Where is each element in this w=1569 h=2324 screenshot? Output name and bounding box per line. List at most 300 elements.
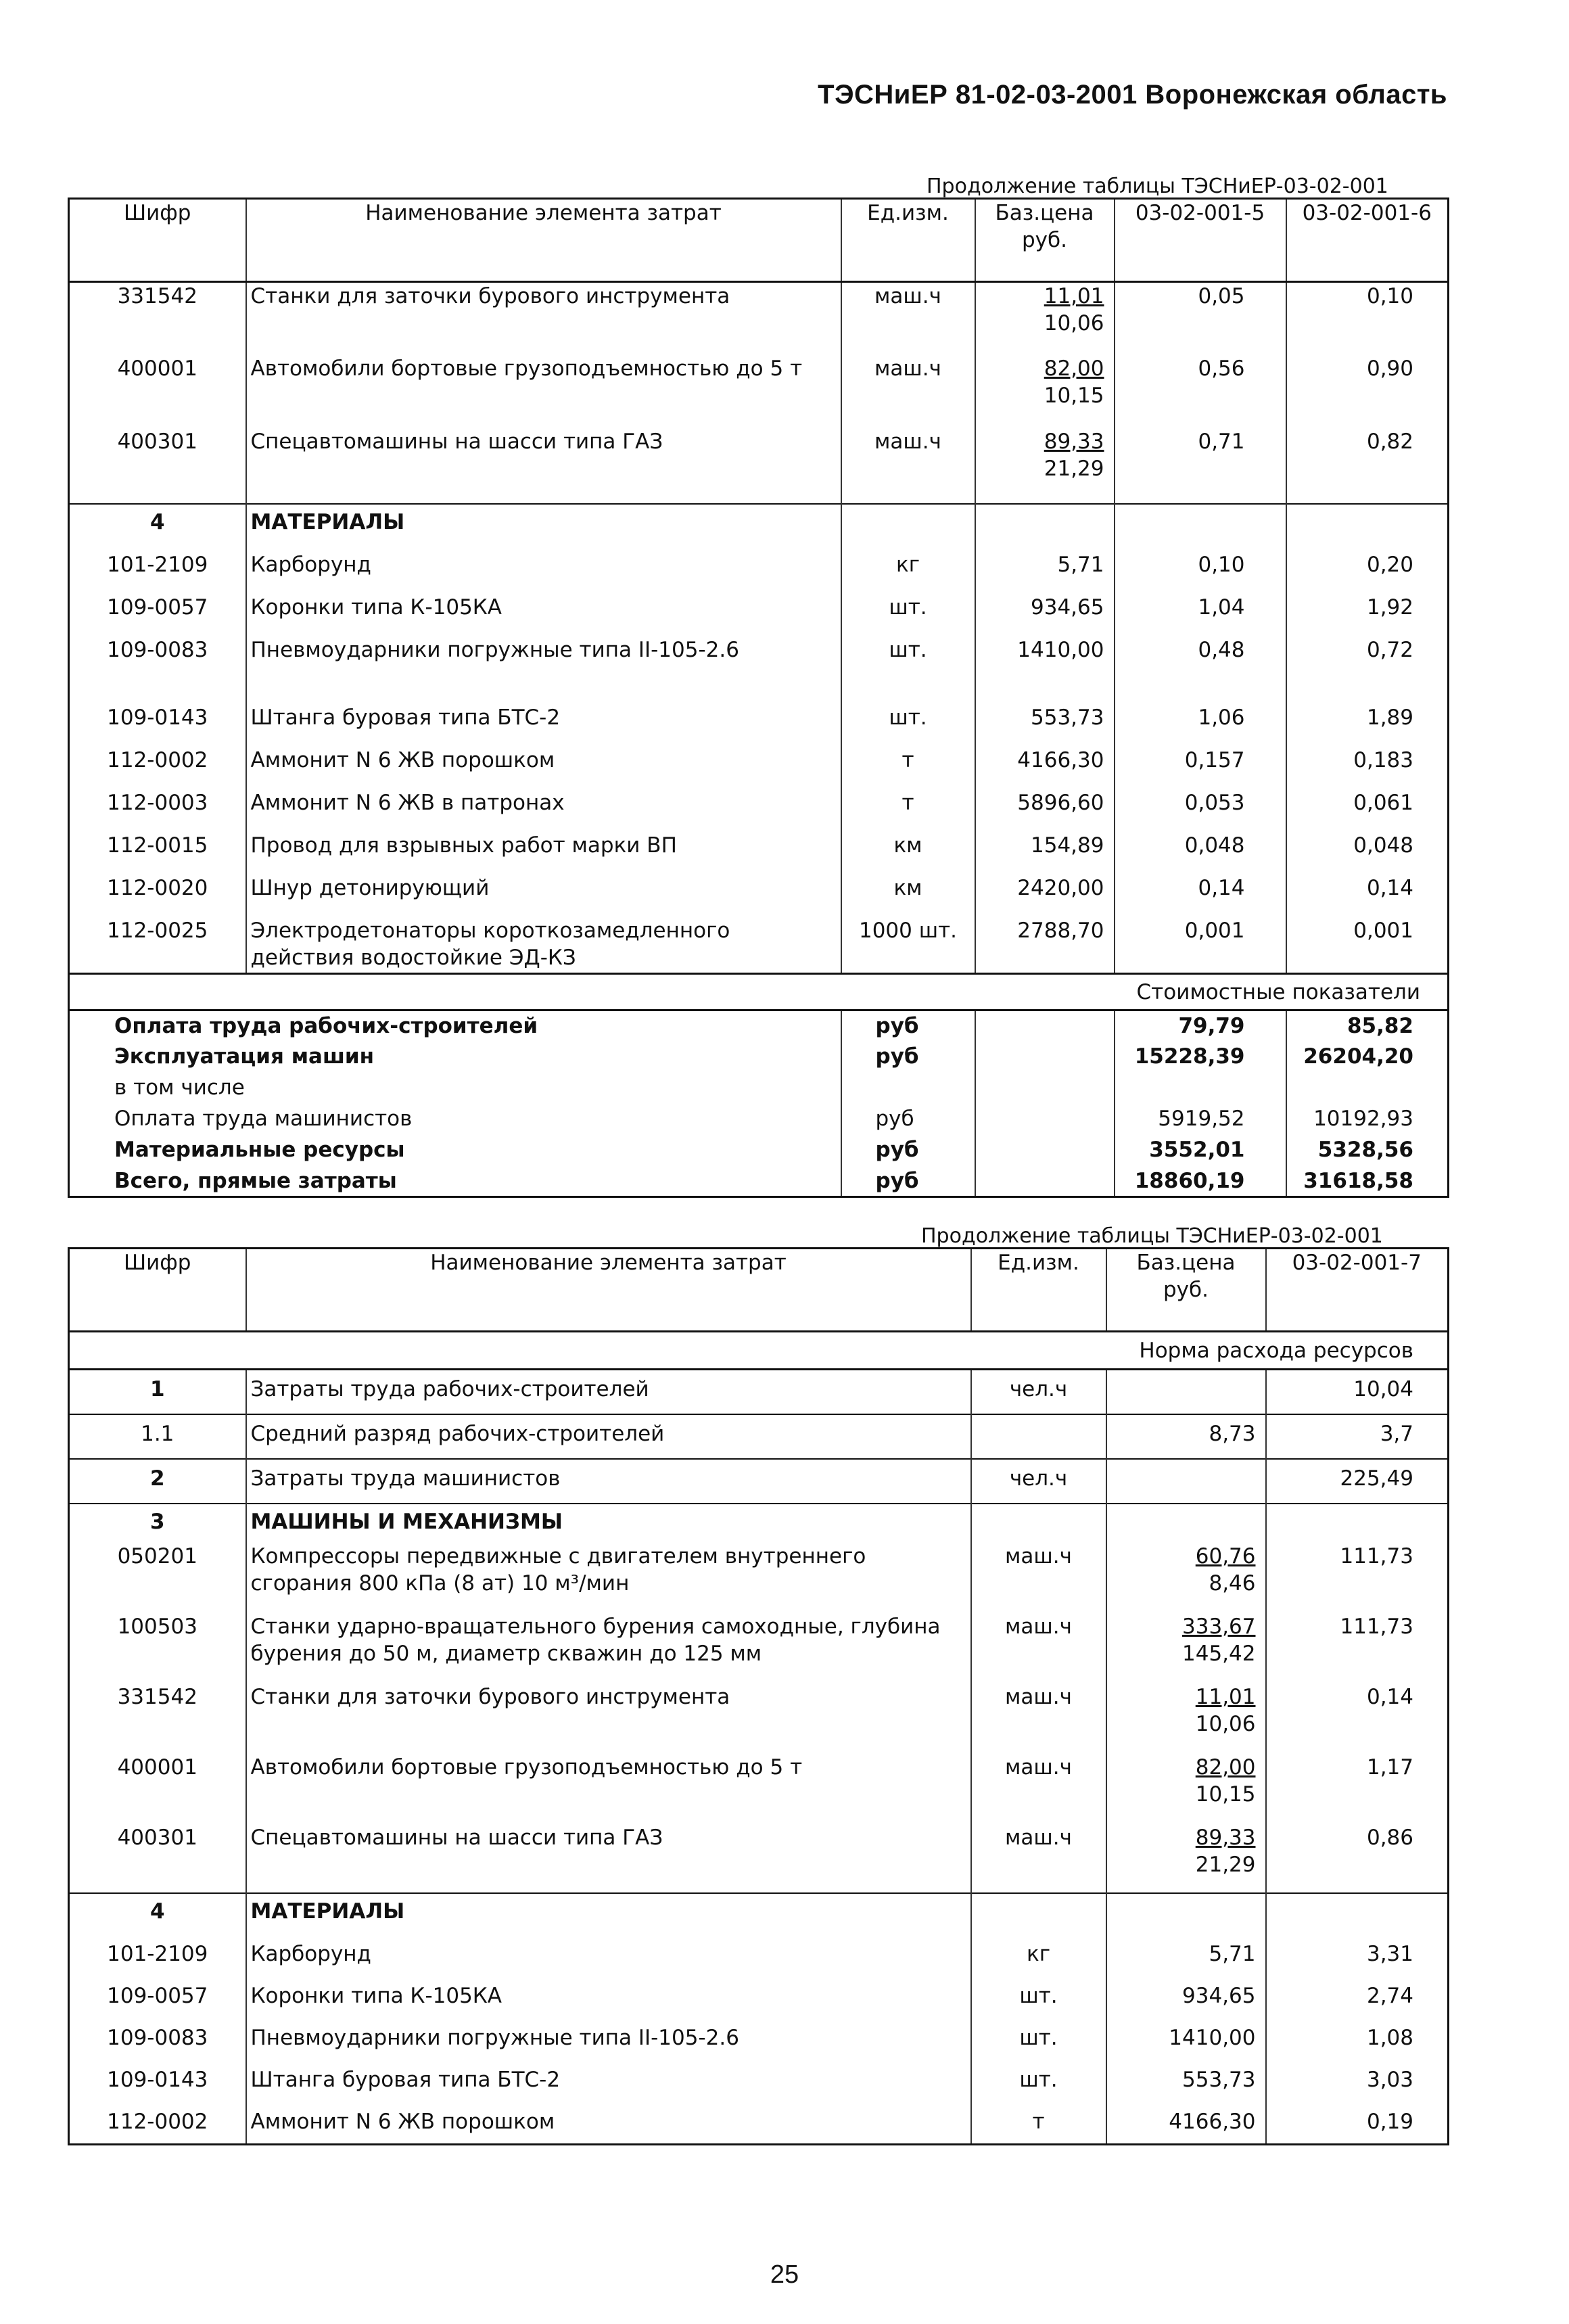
unit-cell: [971, 1823, 1106, 1893]
name-cell: [246, 912, 841, 974]
code-cell: [69, 869, 246, 912]
price-cell: [1106, 1752, 1266, 1823]
name-cell: [246, 428, 841, 504]
price-cell-text: 11,01: [1044, 284, 1104, 308]
norm-6-cell-text: 0,048: [1353, 833, 1413, 858]
norm-5-cell-text: 1,06: [1198, 705, 1245, 730]
unit-cell: [841, 355, 975, 428]
empty-cell: [1115, 504, 1286, 546]
section-number-text: 3: [149, 1509, 165, 1534]
code-cell-text: 400001: [117, 1754, 197, 1780]
price-cell: [975, 827, 1115, 869]
norm-6-cell: [1286, 784, 1449, 827]
norm-7-cell-text: 3,7: [1380, 1421, 1413, 1446]
cost-row: [69, 1104, 1449, 1135]
table-row: [69, 699, 1449, 741]
cost-name-cell-text: Оплата труда рабочих-строителей: [114, 1014, 538, 1038]
empty-cell: [971, 1504, 1106, 1541]
norm-5-cell: [1115, 588, 1286, 631]
code-cell: [69, 1823, 246, 1893]
price-cell: [975, 428, 1115, 504]
unit-cell-text: маш.ч: [1005, 1825, 1072, 1850]
section-title: [246, 504, 841, 546]
table-row: [69, 784, 1449, 827]
code-cell-text: 109-0083: [107, 637, 208, 662]
norm-7-cell-text: 10,04: [1353, 1377, 1413, 1401]
col-header-price: Баз.цена руб.: [1106, 1249, 1266, 1332]
table-row: [69, 546, 1449, 588]
cost-table-1: [68, 197, 1449, 1198]
unit-cell: [841, 1010, 975, 1042]
norm-5-cell: [1115, 869, 1286, 912]
code-cell-text: 400301: [117, 429, 197, 454]
code-cell: [69, 631, 246, 699]
norm-6-cell-text: 0,20: [1366, 552, 1413, 577]
name-cell: [246, 1977, 971, 2019]
unit-cell: [971, 1752, 1106, 1823]
unit-cell-text: руб: [875, 1106, 914, 1131]
cost-name-cell-text: в том числе: [114, 1075, 245, 1100]
code-cell: [69, 2061, 246, 2103]
unit-cell: [841, 546, 975, 588]
col-header-norm-6: 03-02-001-6: [1286, 199, 1449, 282]
price-cell-secondary: 21,29: [1195, 1852, 1256, 1877]
name-cell: [246, 2019, 971, 2061]
norm-6-cell: [1286, 1104, 1449, 1135]
price-cell-text: 82,00: [1195, 1754, 1256, 1780]
price-cell: [1106, 1977, 1266, 2019]
table-row: [69, 1823, 1449, 1893]
price-cell-secondary: 10,15: [1044, 383, 1104, 408]
norm-7-cell: [1266, 1977, 1449, 2019]
norm-7-cell: [1266, 2019, 1449, 2061]
norm-5-cell-text: 79,79: [1178, 1014, 1245, 1038]
price-cell: [975, 1135, 1115, 1166]
norm-5-cell-text: 0,001: [1184, 918, 1245, 943]
price-cell: [975, 1104, 1115, 1135]
norm-5-cell: [1115, 1073, 1286, 1104]
norm-6-cell-text: 0,72: [1366, 637, 1413, 662]
section-row-materials: [69, 504, 1449, 546]
norm-6-cell: [1286, 827, 1449, 869]
unit-cell-text: маш.ч: [1005, 1614, 1072, 1639]
code-cell: [69, 1612, 246, 1682]
code-cell-text: 112-0015: [107, 833, 208, 858]
empty-cell: [1106, 1504, 1266, 1541]
price-cell-text: 154,89: [1031, 833, 1104, 858]
norm-6-cell-text: 1,92: [1366, 595, 1413, 620]
cost-table-2: [68, 1247, 1449, 2145]
name-cell-text: Электродетонаторы короткозамедленного действия водостойкие ЭД-КЗ: [250, 918, 730, 970]
norm-6-cell: [1286, 1166, 1449, 1197]
price-cell-text: 4166,30: [1017, 747, 1104, 772]
code-cell: [69, 1977, 246, 2019]
unit-cell-text: т: [901, 790, 914, 815]
table-row: [69, 282, 1449, 355]
code-cell: [69, 1541, 246, 1612]
price-cell: [1106, 1459, 1266, 1504]
norm-7-cell-text: 111,73: [1340, 1614, 1413, 1639]
table-row: [69, 741, 1449, 784]
price-cell-text: 2788,70: [1017, 918, 1104, 943]
name-cell: [246, 869, 841, 912]
norm-6-cell-text: 0,14: [1366, 875, 1413, 900]
norm-5-cell: [1115, 282, 1286, 355]
code-cell-text: 1.1: [141, 1421, 174, 1446]
norm-caption-row: [69, 1332, 1449, 1370]
norm-5-cell: [1115, 912, 1286, 974]
table-row: [69, 1541, 1449, 1612]
table-row: [69, 588, 1449, 631]
table-row: [69, 2019, 1449, 2061]
name-cell: [246, 1935, 971, 1977]
code-cell: [69, 428, 246, 504]
name-cell: [246, 1414, 971, 1459]
price-cell: [975, 741, 1115, 784]
col-header-name: Наименование элемента затрат: [246, 199, 841, 282]
unit-cell: [971, 1541, 1106, 1612]
name-cell: [246, 631, 841, 699]
name-cell-text: Средний разряд рабочих-строителей: [250, 1421, 665, 1446]
unit-cell: [971, 1612, 1106, 1682]
code-cell-text: 112-0025: [107, 918, 208, 943]
price-cell-text: 5,71: [1057, 552, 1104, 577]
norm-5-cell-text: 0,05: [1198, 284, 1245, 308]
section-title-text: МАШИНЫ И МЕХАНИЗМЫ: [250, 1509, 563, 1534]
norm-5-cell: [1115, 1135, 1286, 1166]
norm-6-cell: [1286, 355, 1449, 428]
code-cell-text: 2: [149, 1466, 165, 1491]
price-cell-secondary: 10,06: [1195, 1711, 1256, 1736]
empty-cell: [841, 504, 975, 546]
price-cell: [975, 1073, 1115, 1104]
name-cell-text: Карборунд: [250, 552, 371, 577]
norm-6-cell: [1286, 1135, 1449, 1166]
price-cell: [975, 699, 1115, 741]
price-cell-text: 5896,60: [1017, 790, 1104, 815]
table-row: [69, 1682, 1449, 1752]
norm-7-cell: [1266, 1612, 1449, 1682]
price-cell: [975, 1166, 1115, 1197]
code-cell-text: 109-0083: [107, 2025, 208, 2050]
code-cell: [69, 1935, 246, 1977]
price-cell: [975, 869, 1115, 912]
norm-6-cell: [1286, 1073, 1449, 1104]
page-header: ТЭСНиЕР 81-02-03-2001 Воронежская область: [818, 80, 1447, 110]
norm-5-cell: [1115, 355, 1286, 428]
unit-cell-text: маш.ч: [874, 284, 941, 308]
price-cell: [1106, 1682, 1266, 1752]
unit-cell: [841, 869, 975, 912]
unit-cell-text: руб: [875, 1044, 919, 1069]
price-cell-text: 89,33: [1195, 1825, 1256, 1850]
price-cell: [975, 546, 1115, 588]
table2-header-row: [69, 1249, 1449, 1332]
table-row: [69, 1612, 1449, 1682]
norm-5-cell-text: 3552,01: [1149, 1137, 1245, 1162]
code-cell: [69, 1370, 246, 1414]
unit-cell-text: км: [893, 875, 922, 900]
table-row: [69, 1370, 1449, 1414]
unit-cell-text: т: [901, 747, 914, 772]
unit-cell-text: кг: [1026, 1941, 1050, 1966]
norm-6-cell: [1286, 428, 1449, 504]
norm-5-cell-text: 18860,19: [1134, 1168, 1245, 1193]
cost-caption: [69, 974, 1449, 1010]
price-cell: [975, 1010, 1115, 1042]
code-cell-text: 100503: [117, 1614, 197, 1639]
name-cell-text: Провод для взрывных работ марки ВП: [250, 833, 677, 858]
code-cell: [69, 2103, 246, 2145]
cost-row: [69, 1042, 1449, 1073]
empty-cell: [1266, 1504, 1449, 1541]
norm-6-cell-text: 31618,58: [1303, 1168, 1413, 1193]
code-cell-text: 400001: [117, 356, 197, 381]
cost-caption-row: [69, 974, 1449, 1010]
unit-cell: [841, 1135, 975, 1166]
unit-cell-text: маш.ч: [1005, 1543, 1072, 1568]
code-cell: [69, 1459, 246, 1504]
code-cell-text: 101-2109: [107, 552, 208, 577]
unit-cell: [841, 827, 975, 869]
unit-cell-text: маш.ч: [1005, 1754, 1072, 1780]
name-cell-text: Карборунд: [250, 1941, 371, 1966]
unit-cell: [971, 1935, 1106, 1977]
table-row: [69, 1977, 1449, 2019]
name-cell-text: Станки для заточки бурового инструмента: [250, 284, 730, 308]
norm-6-cell-text: 85,82: [1346, 1014, 1413, 1038]
price-cell-text: 1410,00: [1169, 2025, 1256, 2050]
table-row: [69, 2103, 1449, 2145]
name-cell: [246, 1541, 971, 1612]
section-number-text: 4: [149, 1899, 165, 1924]
norm-5-cell-text: 0,048: [1184, 833, 1245, 858]
norm-caption: [69, 1332, 1449, 1370]
name-cell: [246, 784, 841, 827]
section-number: [69, 1893, 246, 1935]
price-cell-secondary: 8,46: [1209, 1571, 1256, 1596]
price-cell-text: 934,65: [1031, 595, 1104, 620]
code-cell: [69, 827, 246, 869]
price-cell-text: 553,73: [1182, 2067, 1256, 2092]
cost-name-cell: [69, 1042, 841, 1073]
name-cell: [246, 2061, 971, 2103]
col-header-code: Шифр: [69, 1249, 246, 1332]
cost-name-cell: [69, 1166, 841, 1197]
code-cell: [69, 784, 246, 827]
unit-cell: [971, 1977, 1106, 2019]
name-cell-text: Компрессоры передвижные с двигателем внутреннего сгорания 800 кПа (8 ат) 10 м³/мин: [250, 1543, 866, 1596]
norm-6-cell: [1286, 546, 1449, 588]
cost-name-cell: [69, 1010, 841, 1042]
name-cell: [246, 1752, 971, 1823]
name-cell: [246, 1370, 971, 1414]
table1-continuation: Продолжение таблицы ТЭСНиЕР-03-02-001: [927, 175, 1388, 198]
price-cell-secondary: 10,06: [1044, 311, 1104, 335]
code-cell-text: 112-0002: [107, 2109, 208, 2134]
code-cell: [69, 699, 246, 741]
name-cell: [246, 2103, 971, 2145]
price-cell-secondary: 21,29: [1044, 456, 1104, 481]
table-row: [69, 1459, 1449, 1504]
price-cell-secondary: 10,15: [1195, 1782, 1256, 1807]
norm-5-cell-text: 0,053: [1184, 790, 1245, 815]
name-cell: [246, 699, 841, 741]
table-row: [69, 631, 1449, 699]
col-header-unit: Ед.изм.: [971, 1249, 1106, 1332]
price-cell: [975, 282, 1115, 355]
code-cell: [69, 546, 246, 588]
price-cell: [975, 355, 1115, 428]
empty-cell: [971, 1893, 1106, 1935]
unit-cell-text: шт.: [889, 637, 927, 662]
code-cell-text: 050201: [117, 1543, 197, 1568]
norm-6-cell-text: 5328,56: [1317, 1137, 1413, 1162]
norm-7-cell: [1266, 2061, 1449, 2103]
name-cell-text: Шнур детонирующий: [250, 875, 490, 900]
code-cell-text: 112-0020: [107, 875, 208, 900]
price-cell: [975, 588, 1115, 631]
price-cell-text: 82,00: [1044, 356, 1104, 381]
table-row: [69, 2061, 1449, 2103]
norm-6-cell: [1286, 282, 1449, 355]
norm-5-cell-text: 0,48: [1198, 637, 1245, 662]
unit-cell: [971, 1459, 1106, 1504]
code-cell-text: 112-0003: [107, 790, 208, 815]
norm-5-cell: [1115, 1042, 1286, 1073]
unit-cell: [971, 2061, 1106, 2103]
norm-6-cell: [1286, 912, 1449, 974]
name-cell: [246, 355, 841, 428]
table1-header-row: [69, 199, 1449, 282]
unit-cell-text: шт.: [1019, 2067, 1058, 2092]
norm-5-cell: [1115, 1010, 1286, 1042]
price-cell: [975, 784, 1115, 827]
section-number: [69, 1504, 246, 1541]
name-cell-text: Аммонит N 6 ЖВ в патронах: [250, 790, 565, 815]
norm-5-cell: [1115, 784, 1286, 827]
code-cell-text: 109-0143: [107, 2067, 208, 2092]
table-row: [69, 1935, 1449, 1977]
unit-cell-text: руб: [875, 1014, 919, 1038]
section-title-text: МАТЕРИАЛЫ: [250, 509, 405, 534]
norm-6-cell-text: 0,061: [1353, 790, 1413, 815]
price-cell-text: 4166,30: [1169, 2109, 1256, 2134]
name-cell-text: Коронки типа К-105КА: [250, 1983, 502, 2008]
unit-cell-text: маш.ч: [874, 356, 941, 381]
price-cell-secondary: 145,42: [1182, 1641, 1256, 1666]
name-cell: [246, 741, 841, 784]
cost-name-cell-text: Оплата труда машинистов: [114, 1106, 413, 1131]
code-cell-text: 109-0143: [107, 705, 208, 730]
table-row: [69, 355, 1449, 428]
section-title-text: МАТЕРИАЛЫ: [250, 1899, 405, 1924]
name-cell: [246, 588, 841, 631]
norm-6-cell-text: 0,82: [1366, 429, 1413, 454]
norm-5-cell: [1115, 631, 1286, 699]
norm-6-cell-text: 10192,93: [1313, 1106, 1413, 1131]
price-cell: [1106, 2103, 1266, 2145]
name-cell-text: Штанга буровая типа БТС-2: [250, 705, 561, 730]
price-cell: [1106, 1541, 1266, 1612]
norm-6-cell-text: 0,90: [1366, 356, 1413, 381]
name-cell: [246, 827, 841, 869]
col-header-name: Наименование элемента затрат: [246, 1249, 971, 1332]
norm-7-cell: [1266, 1752, 1449, 1823]
price-cell-text: 553,73: [1031, 705, 1104, 730]
cost-caption-text: Стоимостные показатели: [1136, 979, 1420, 1004]
unit-cell-text: маш.ч: [874, 429, 941, 454]
unit-cell: [841, 699, 975, 741]
cost-name-cell-text: Эксплуатация машин: [114, 1044, 375, 1069]
price-cell: [1106, 1414, 1266, 1459]
code-cell: [69, 1752, 246, 1823]
norm-7-cell-text: 0,19: [1366, 2109, 1413, 2134]
section-row-machines: [69, 1504, 1449, 1541]
price-cell: [1106, 1935, 1266, 1977]
norm-7-cell-text: 0,86: [1366, 1825, 1413, 1850]
price-cell-text: 11,01: [1195, 1684, 1256, 1709]
norm-7-cell-text: 2,74: [1366, 1983, 1413, 2008]
code-cell-text: 112-0002: [107, 747, 208, 772]
col-header-code: Шифр: [69, 199, 246, 282]
code-cell: [69, 1414, 246, 1459]
col-header-price: Баз.цена руб.: [975, 199, 1115, 282]
name-cell-text: Коронки типа К-105КА: [250, 595, 502, 620]
unit-cell: [841, 784, 975, 827]
norm-5-cell: [1115, 546, 1286, 588]
norm-6-cell-text: 0,001: [1353, 918, 1413, 943]
unit-cell-text: т: [1032, 2109, 1045, 2134]
name-cell-text: Спецавтомашины на шасси типа ГАЗ: [250, 429, 663, 454]
name-cell-text: Пневмоударники погружные типа II-105-2.6: [250, 637, 739, 662]
norm-7-cell: [1266, 1459, 1449, 1504]
unit-cell: [841, 631, 975, 699]
norm-7-cell-text: 1,17: [1366, 1754, 1413, 1780]
norm-6-cell-text: 1,89: [1366, 705, 1413, 730]
empty-cell: [1266, 1893, 1449, 1935]
code-cell: [69, 912, 246, 974]
name-cell: [246, 1459, 971, 1504]
name-cell-text: Станки для заточки бурового инструмента: [250, 1684, 730, 1709]
norm-5-cell: [1115, 741, 1286, 784]
cost-name-cell: [69, 1135, 841, 1166]
code-cell-text: 1: [149, 1377, 165, 1401]
norm-7-cell-text: 3,31: [1366, 1941, 1413, 1966]
table-row: [69, 1752, 1449, 1823]
code-cell: [69, 588, 246, 631]
norm-5-cell-text: 0,157: [1184, 747, 1245, 772]
norm-7-cell: [1266, 1370, 1449, 1414]
price-cell-text: 60,76: [1195, 1543, 1256, 1568]
name-cell-text: Автомобили бортовые грузоподъемностью до 5 т: [250, 356, 803, 381]
unit-cell: [841, 1166, 975, 1197]
table2-continuation: Продолжение таблицы ТЭСНиЕР-03-02-001: [921, 1224, 1383, 1248]
code-cell-text: 101-2109: [107, 1941, 208, 1966]
name-cell: [246, 546, 841, 588]
price-cell-text: 8,73: [1209, 1421, 1256, 1446]
unit-cell-text: кг: [895, 552, 920, 577]
norm-7-cell-text: 0,14: [1366, 1684, 1413, 1709]
name-cell-text: Станки ударно-вращательного бурения самоходные, глубина бурения до 50 м, диаметр скважин до 125 мм: [250, 1614, 941, 1666]
unit-cell: [971, 1370, 1106, 1414]
price-cell-text: 5,71: [1209, 1941, 1256, 1966]
code-cell-text: 400301: [117, 1825, 197, 1850]
norm-7-cell-text: 111,73: [1340, 1543, 1413, 1568]
norm-6-cell-text: 26204,20: [1303, 1044, 1413, 1069]
code-cell: [69, 282, 246, 355]
price-cell: [1106, 1612, 1266, 1682]
